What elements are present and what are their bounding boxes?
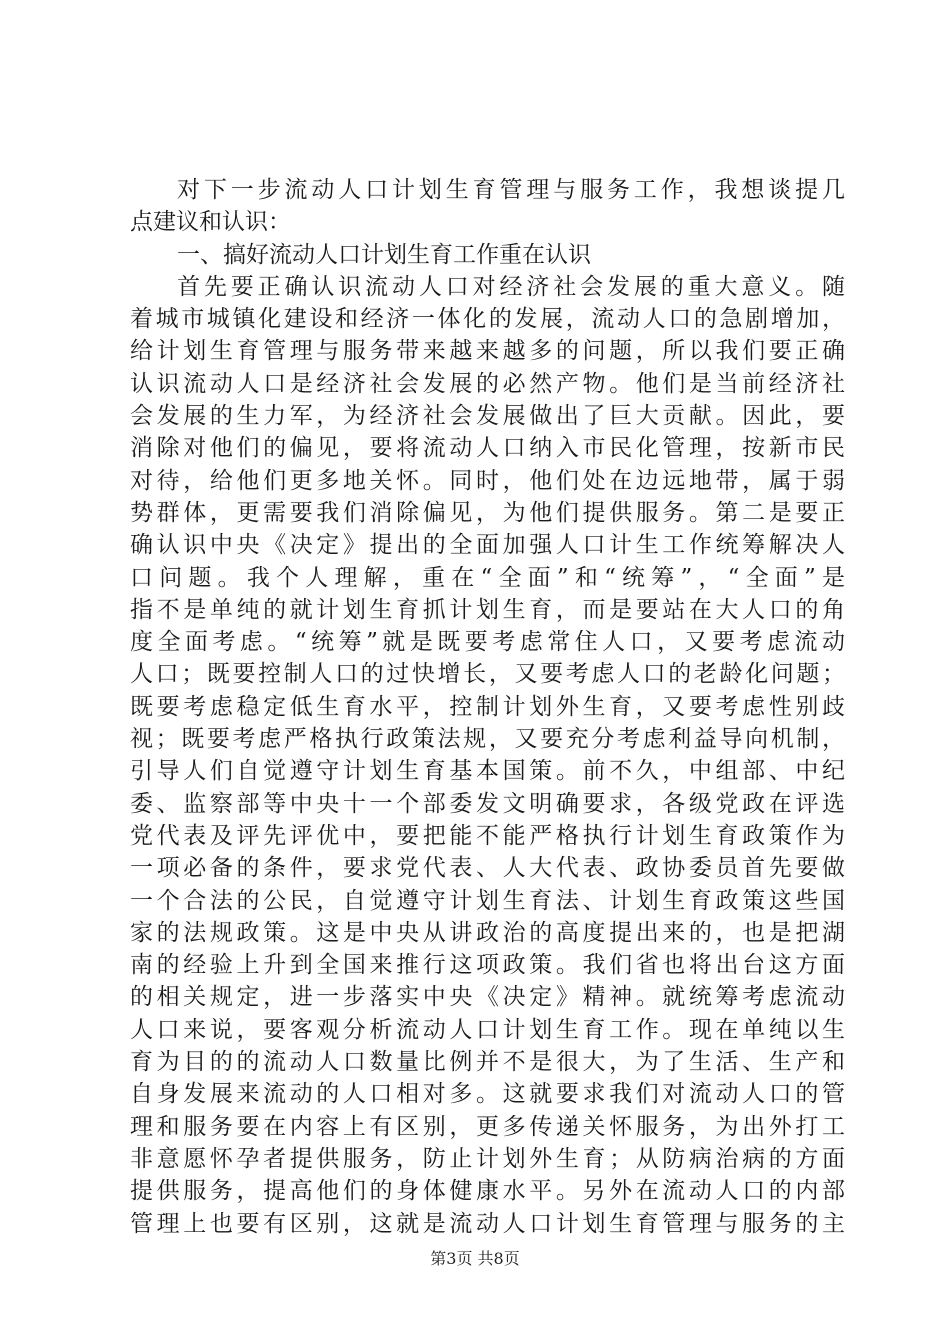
- text-line: 理和服务要在内容上有区别，更多传递关怀服务，为出外打工: [130, 1113, 845, 1140]
- text-line: 对待，给他们更多地关怀。同时，他们处在边远地带，属于弱: [130, 467, 845, 494]
- text-line: 家的法规政策。这是中央从讲政治的高度提出来的，也是把湖: [130, 919, 845, 946]
- text-line: 育为目的的流动人口数量比例并不是很大，为了生活、生产和: [130, 1049, 845, 1076]
- text-line: 势群体，更需要我们消除偏见，为他们提供服务。第二是要正: [130, 499, 845, 526]
- text-line: 首先要正确认识流动人口对经济社会发展的重大意义。随: [177, 273, 845, 300]
- text-line: 着城市城镇化建设和经济一体化的发展，流动人口的急剧增加，: [130, 306, 845, 333]
- text-line: 党代表及评先评优中，要把能不能严格执行计划生育政策作为: [130, 822, 845, 849]
- text-line: 视；既要考虑严格执行政策法规，又要充分考虑利益导向机制，: [130, 726, 845, 753]
- text-line: 消除对他们的偏见，要将流动人口纳入市民化管理，按新市民: [130, 435, 845, 462]
- text-line: 既要考虑稳定低生育水平，控制计划外生育，又要考虑性别歧: [130, 693, 845, 720]
- text-line: 南的经验上升到全国来推行这项政策。我们省也将出台这方面: [130, 952, 845, 979]
- text-line: 委、监察部等中央十一个部委发文明确要求，各级党政在评选: [130, 790, 845, 817]
- text-line: 口问题。我个人理解，重在“全面”和“统筹”，“全面”是: [130, 564, 845, 591]
- text-line: 对下一步流动人口计划生育管理与服务工作，我想谈提几: [177, 177, 845, 203]
- text-line: 点建议和认识：: [130, 209, 291, 236]
- text-line: 会发展的生力军，为经济社会发展做出了巨大贡献。因此，要: [130, 403, 845, 430]
- text-line: 度全面考虑。“统筹”就是既要考虑常住人口，又要考虑流动: [130, 629, 845, 656]
- text-line: 一项必备的条件，要求党代表、人大代表、政协委员首先要做: [130, 855, 845, 882]
- text-line: 提供服务，提高他们的身体健康水平。另外在流动人口的内部: [130, 1178, 845, 1205]
- text-line: 非意愿怀孕者提供服务，防止计划外生育；从防病治病的方面: [130, 1145, 845, 1172]
- text-line: 一、搞好流动人口计划生育工作重在认识: [177, 241, 591, 268]
- text-line: 的相关规定，进一步落实中央《决定》精神。就统筹考虑流动: [130, 984, 845, 1011]
- text-line: 确认识中央《决定》提出的全面加强人口计生工作统筹解决人: [130, 532, 845, 559]
- text-line: 人口；既要控制人口的过快增长，又要考虑人口的老龄化问题；: [130, 661, 845, 688]
- text-line: 管理上也要有区别，这就是流动人口计划生育管理与服务的主: [130, 1210, 845, 1237]
- page-number: 第3页 共8页: [430, 1249, 520, 1268]
- text-line: 一个合法的公民，自觉遵守计划生育法、计划生育政策这些国: [130, 887, 845, 914]
- text-line: 自身发展来流动的人口相对多。这就要求我们对流动人口的管: [130, 1081, 845, 1108]
- text-line: 人口来说，要客观分析流动人口计划生育工作。现在单纯以生: [130, 1016, 845, 1043]
- text-line: 认识流动人口是经济社会发展的必然产物。他们是当前经济社: [130, 370, 845, 397]
- document-body: [130, 174, 845, 1240]
- text-line: 指不是单纯的就计划生育抓计划生育，而是要站在大人口的角: [130, 596, 845, 623]
- text-line: 给计划生育管理与服务带来越来越多的问题，所以我们要正确: [130, 338, 845, 365]
- text-line: 引导人们自觉遵守计划生育基本国策。前不久，中组部、中纪: [130, 758, 845, 785]
